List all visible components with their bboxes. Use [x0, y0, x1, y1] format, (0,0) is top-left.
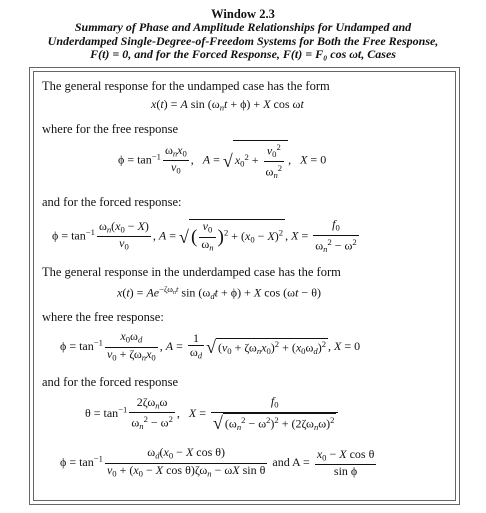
free-response-label: where for the free response: [42, 122, 179, 136]
underdamped-intro: The general response in the underdamped case has the form: [42, 265, 341, 279]
title-line-1: Summary of Phase and Amplitude Relationships for Undamped and: [74, 20, 412, 34]
forced-response-label-2: and for the forced response: [42, 375, 179, 389]
header: [0, 7, 486, 62]
undamped-forced-equation: $\phi = \tan^{-1}$ $\frac{\omega_n(x_0 - X)}{v_0}$ , A = √ ( $\frac{v_0}{\omega_n}$ )$^2 + (x_0 - X)^2$ , X = $\frac{f_0}{\omega_n^2 - \omega^2}$: [52, 217, 357, 254]
title-line-3: F(t) = 0, and for the Forced Response, F(t) = F₀ cos ωt, Cases: [90, 47, 396, 61]
free-response-label-2: where the free response:: [42, 310, 164, 324]
forced-response-label: and for the forced response:: [42, 195, 182, 209]
underdamped-form-equation: $x(t) = Ae^{-\zeta\omega_nt}$ $\sin (\omega_dt + \phi) + X$ cos (ωt − θ): [117, 284, 321, 301]
window-number: Window 2.3: [211, 7, 275, 21]
underdamped-forced-phi-equation: $\phi = \tan^{-1}$ $\frac{\omega_d(x_0 - X \cos \theta)}{v_0 + (x_0 - X \cos \theta)\zeta\omega_n - \omega X \sin \theta}$ and A = $\frac{x_0 - X \cos \theta}{\text{sin ϕ}}$: [60, 445, 375, 479]
undamped-free-equation: $\phi = \tan^{-1}$ $\frac{\omega_nx_0}{v_0}$ , A = √ $x_0^2$ + $\frac{v_0^2}{\omega_n^2}$ , X = 0: [118, 142, 327, 180]
and-a-label: and A =: [272, 454, 310, 469]
undamped-intro: The general response for the undamped case has the form: [42, 79, 330, 93]
underdamped-free-equation: $\phi = \tan^{-1}$ $\frac{x_0\omega_d}{v_0 + \zeta\omega_nx_0}$ , A = $\frac{1}{\omega_d}$ √ $(v_0 + \zeta\omega_nx_0)^2 + (x_0\omega_d)^2$ , X = 0: [60, 329, 361, 363]
title-line-2: Underdamped Single-Degree-of-Freedom Systems for Both the Free Response,: [47, 33, 439, 48]
undamped-form-equation: x(t) = A $\sin (\omega_nt + \phi) + X$ cos ωt: [151, 97, 304, 113]
underdamped-forced-theta-equation: $\theta = \tan^{-1}$ $\frac{2\zeta\omega_n\omega}{\omega_n^2 - \omega^2}$ , X = $\frac{f_0}{√ (\omega_n^2 - \omega^2)^2 + (2\zeta\omega_n\omega)^2}$: [85, 395, 340, 433]
